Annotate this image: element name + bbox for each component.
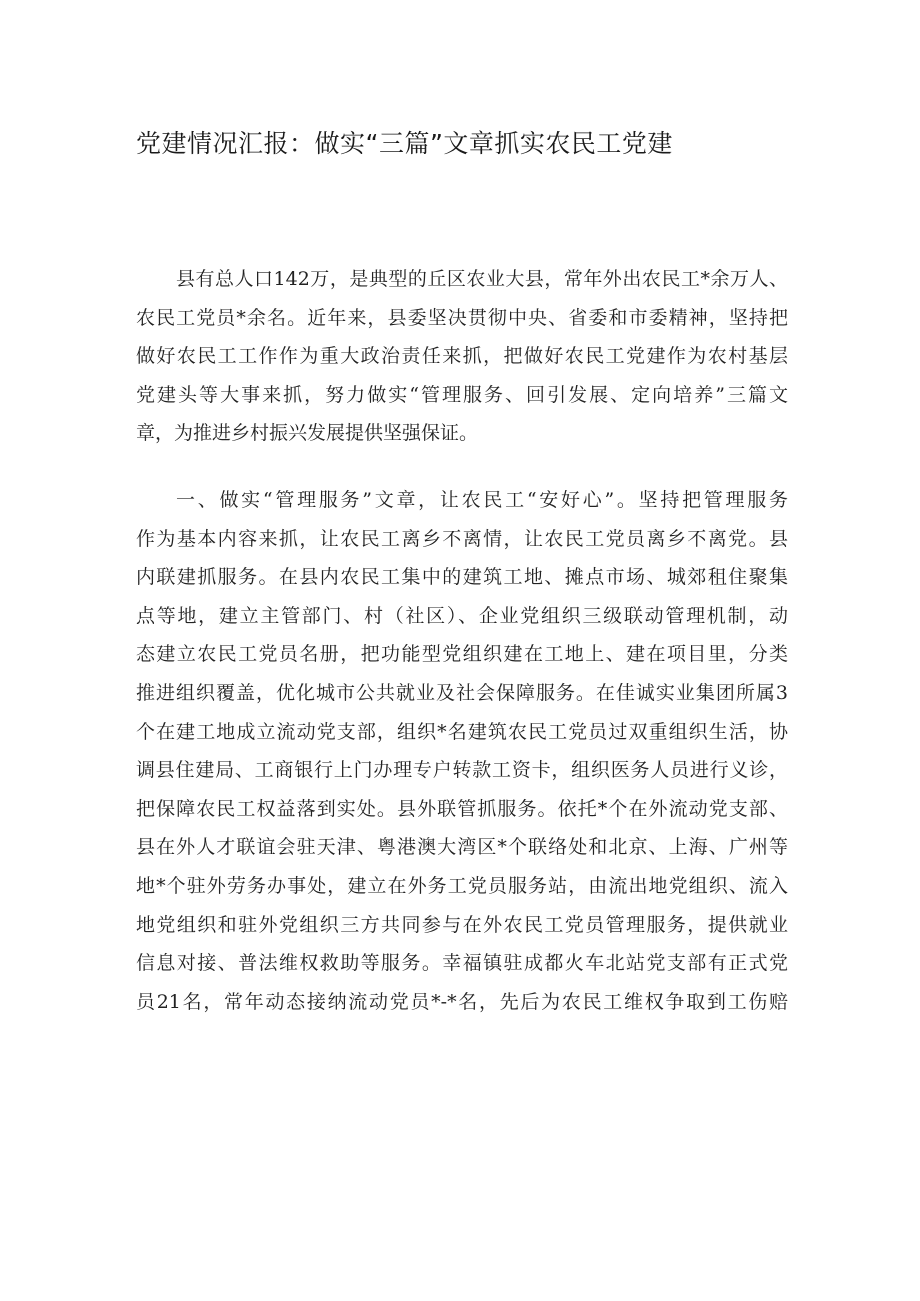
document-body <box>136 260 788 1021</box>
text-line: 调县住建局、工商银行上门办理专户转款工资卡，组织医务人员进行义诊， <box>136 759 788 782</box>
text-line: 信息对接、普法维权救助等服务。幸福镇驻成都火车北站党支部有正式党 <box>136 952 788 975</box>
text-line: 态建立农民工党员名册，把功能型党组织建在工地上、建在项目里，分类 <box>136 643 788 666</box>
paragraph-intro <box>136 260 788 453</box>
document-title: 党建情况汇报：做实“三篇”文章抓实农民工党建 <box>136 129 673 158</box>
text-line: 个在建工地成立流动党支部，组织*名建筑农民工党员过双重组织生活，协 <box>136 720 788 743</box>
text-line: 章，为推进乡村振兴发展提供坚强保证。 <box>136 422 479 445</box>
text-line: 党建头等大事来抓，努力做实“管理服务、回引发展、定向培养”三篇文 <box>136 383 788 406</box>
paragraph-gap <box>136 453 788 481</box>
text-line: 做好农民工工作作为重大政治责任来抓，把做好农民工党建作为农村基层 <box>136 345 788 368</box>
text-line: 县有总人口142万，是典型的丘区农业大县，常年外出农民工*余万人、 <box>176 268 788 290</box>
paragraph-section-1 <box>136 481 788 1021</box>
text-line: 内联建抓服务。在县内农民工集中的建筑工地、摊点市场、城郊租住聚集 <box>136 566 788 589</box>
text-line: 点等地，建立主管部门、村（社区）、企业党组织三级联动管理机制，动 <box>136 604 788 627</box>
text-line: 县在外人才联谊会驻天津、粤港澳大湾区*个联络处和北京、上海、广州等 <box>136 836 788 859</box>
text-line: 把保障农民工权益落到实处。县外联管抓服务。依托*个在外流动党支部、 <box>136 797 788 820</box>
text-line: 农民工党员*余名。近年来，县委坚决贯彻中央、省委和市委精神，坚持把 <box>136 306 788 329</box>
text-line: 一、做实“管理服务”文章，让农民工“安好心”。坚持把管理服务 <box>176 488 788 511</box>
text-line: 作为基本内容来抓，让农民工离乡不离情，让农民工党员离乡不离党。县 <box>136 527 788 550</box>
text-line: 地*个驻外劳务办事处，建立在外务工党员服务站，由流出地党组织、流入 <box>136 874 788 897</box>
text-line: 推进组织覆盖，优化城市公共就业及社会保障服务。在佳诚实业集团所属3 <box>136 681 788 704</box>
text-line: 地党组织和驻外党组织三方共同参与在外农民工党员管理服务，提供就业 <box>136 913 788 936</box>
text-line: 员21名，常年动态接纳流动党员*-*名，先后为农民工维权争取到工伤赔 <box>136 990 788 1013</box>
